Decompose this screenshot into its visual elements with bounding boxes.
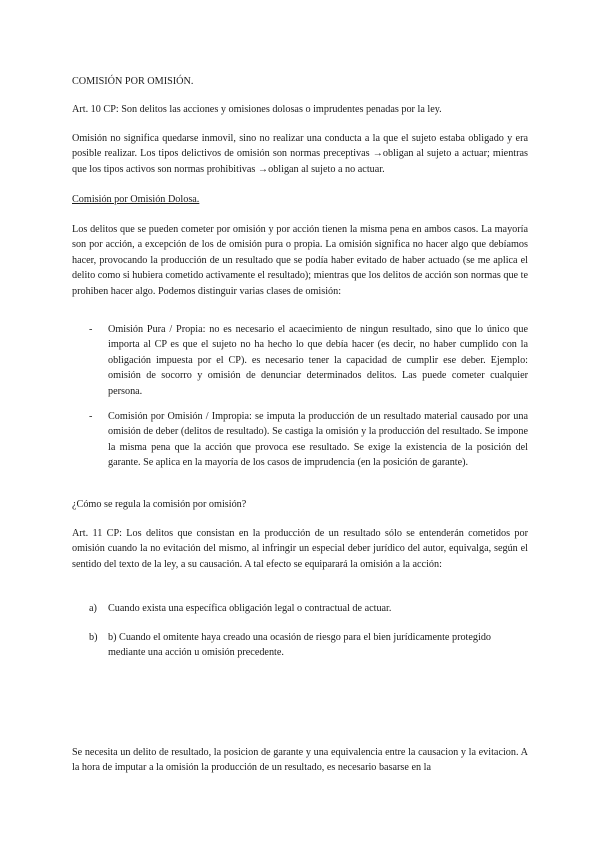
question-heading: ¿Cómo se regula la comisión por omisión? bbox=[72, 499, 247, 510]
art-11-paragraph: Art. 11 CP: Los delitos que consistan en la producción de un resultado sólo se entenderán cometidos por omisión cuando la no evitación del mismo, al infringir un especial deber jurídico del autor, equivalga, según el sentido del texto de la ley, a su causación. A tal efecto se equiparará la omisión a la acción: bbox=[72, 528, 528, 570]
heading-comision-dolosa: Comisión por Omisión Dolosa. bbox=[72, 194, 200, 205]
bullet-marker: - bbox=[89, 411, 93, 422]
closing-paragraph: Se necesita un delito de resultado, la posicion de garante y una equivalencia entre la causacion y la evitacion. A la hora de imputar a la omisión la producción de un resultado, es necesario basarse en la bbox=[72, 747, 528, 774]
list-item-text: Comisión por Omisión / Impropia: se imputa la producción de un resultado material causado por una omisión de deber (delitos de resultado). Se castiga la omisión y la producción del resultado. Se impone la misma pena que la acción que provoca ese resultado. Se exige la existencia de la posición del garante. Se aplica en la mayoría de los casos de imprudencia (en la posición de garante). bbox=[108, 411, 528, 469]
intro-paragraph: Omisión no significa quedarse inmovil, sino no realizar una conducta a la que el sujeto estaba obligado y era posible realizar. Los tipos delictivos de omisión son normas preceptivas →obligan al sujeto a actuar; mientras que los tipos activos son normas prohibitivas →obligan al sujeto a no actuar. bbox=[72, 133, 528, 175]
list-item-text: Omisión Pura / Propia: no es necesario el acaecimiento de ningun resultado, sino que lo único que importa al CP es que el sujeto no ha hecho lo que debía hacer (es decir, no haber cumplido con la obligación impuesta por el CP). es necesario tener la capacidad de cumplir ese deber. Ejemplo: omisión de socorro y omisión de denunciar determinados delitos. Las puede cometer cualquier persona. bbox=[108, 324, 528, 397]
item-marker: a) bbox=[89, 603, 97, 614]
item-marker: b) bbox=[89, 632, 98, 643]
list-item-text: Cuando exista una específica obligación legal o contractual de actuar. bbox=[108, 603, 392, 614]
bullet-marker: - bbox=[89, 324, 93, 335]
dolosa-paragraph: Los delitos que se pueden cometer por omisión y por acción tienen la misma pena en ambos casos. La mayoría son por acción, a excepción de los de omisión pura o propia. La omisión significa no hacer algo que debíamos hacer, provocando la producción de un resultado que se podía haber evitado de haber actuado (se me aplica el delito como si hubiera cometido activamente el resultado); mientras que los delitos de acción son normas que te prohiben hacer algo. Podemos distinguir varias clases de omisión: bbox=[72, 224, 528, 297]
document-title: COMISIÓN POR OMISIÓN. bbox=[72, 76, 194, 87]
list-item-text: b) Cuando el omitente haya creado una ocasión de riesgo para el bien jurídicamente protegido mediante una acción u omisión precedente. bbox=[108, 632, 492, 659]
art-10-paragraph: Art. 10 CP: Son delitos las acciones y omisiones dolosas o imprudentes penadas por la ley. bbox=[72, 104, 442, 115]
